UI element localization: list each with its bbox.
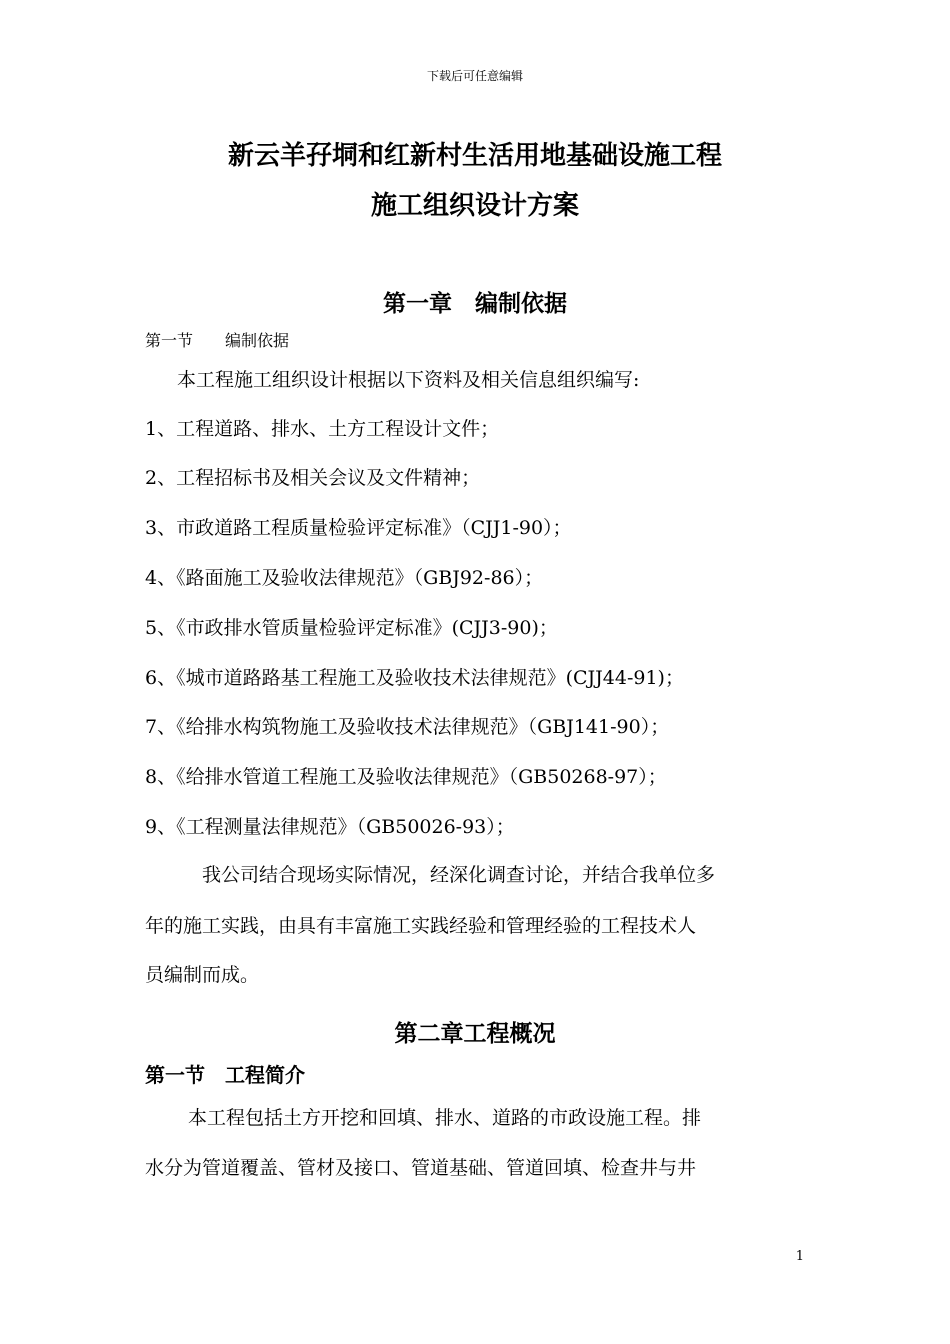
list-item: 4、《路面施工及验收法律规范》（GBJ92-86）；	[145, 567, 544, 589]
chapter-2-title: 第二章工程概况	[394, 1020, 556, 1047]
chapter-1-title: 第一章 编制依据	[383, 290, 567, 317]
page-number: 1	[795, 1249, 804, 1264]
intro-paragraph-line: 本工程包括土方开挖和回填、排水、道路的市政设施工程。排	[188, 1107, 702, 1129]
list-item: 1、工程道路、排水、土方工程设计文件；	[145, 418, 500, 440]
list-item: 7、《给排水构筑物施工及验收技术法律规范》（GBJ141-90）；	[145, 716, 670, 738]
chapter-2-section-title: 第一节 工程简介	[145, 1063, 305, 1087]
list-item: 8、《给排水管道工程施工及验收法律规范》（GB50268-97）；	[145, 766, 667, 788]
list-item: 9、《工程测量法律规范》（GB50026-93）；	[145, 816, 515, 838]
page-header: 下载后可任意编辑	[426, 69, 523, 83]
chapter-1-section-title: 第一节 编制依据	[145, 331, 290, 350]
list-item: 3、市政道路工程质量检验评定标准》（CJJ1-90）；	[145, 517, 572, 539]
closing-paragraph-line: 我公司结合现场实际情况，经深化调查讨论，并结合我单位多	[202, 864, 716, 886]
list-item: 2、工程招标书及相关会议及文件精神；	[145, 467, 481, 489]
chapter-1-intro: 本工程施工组织设计根据以下资料及相关信息组织编写:	[177, 369, 640, 391]
document-title-line-2: 施工组织设计方案	[370, 191, 579, 221]
list-item: 5、《市政排水管质量检验评定标准》(CJJ3-90)；	[145, 617, 558, 639]
document-title-line-1: 新云羊孖垌和红新村生活用地基础设施工程	[227, 141, 722, 171]
list-item: 6、《城市道路路基工程施工及验收技术法律规范》(CJJ44-91)；	[145, 667, 684, 689]
intro-paragraph-line: 水分为管道覆盖、管材及接口、管道基础、管道回填、检查井与井	[145, 1157, 697, 1179]
closing-paragraph-line: 年的施工实践，由具有丰富施工实践经验和管理经验的工程技术人	[145, 915, 697, 937]
closing-paragraph-line: 员编制而成。	[145, 964, 260, 986]
